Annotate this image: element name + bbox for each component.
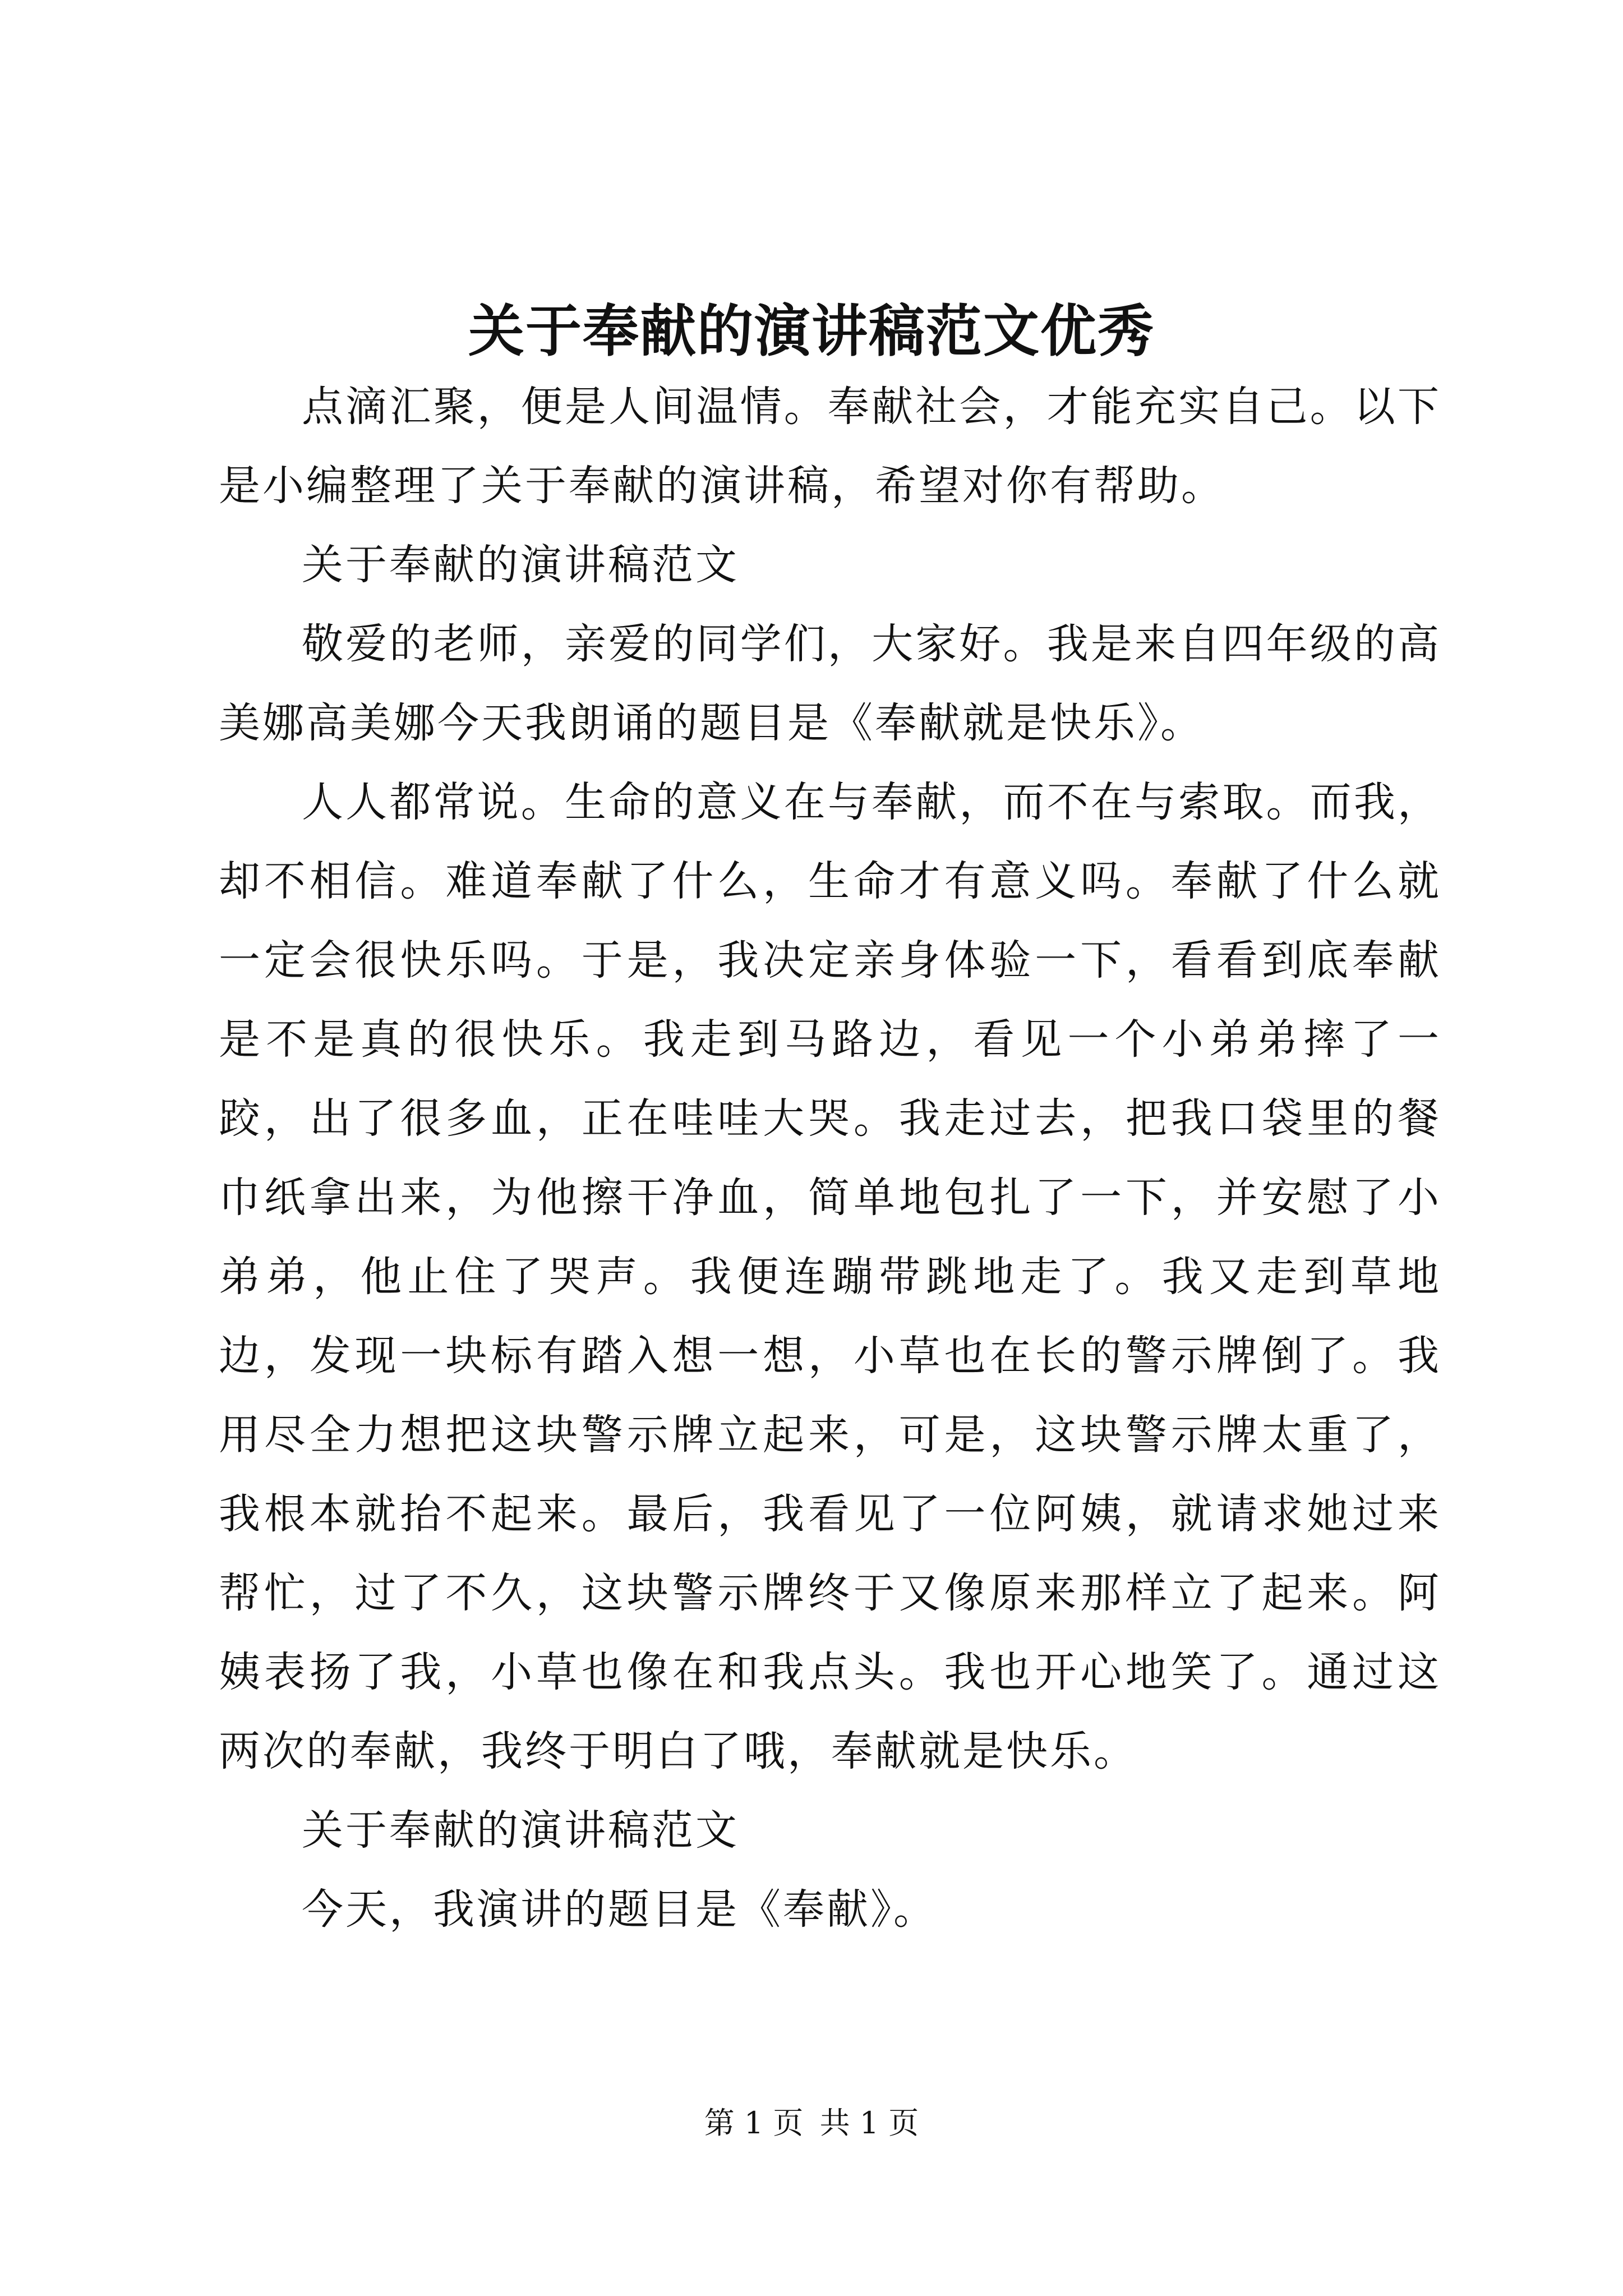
document-body	[219, 367, 1441, 1949]
story-paragraph: 人人都常说。生命的意义在与奉献，而不在与索取。而我，却不相信。难道奉献了什么，生命才有意义吗。奉献了什么就一定会很快乐吗。于是，我决定亲身体验一下，看看到底奉献是不是真的很快乐。我走到马路边，看见一个小弟弟摔了一跤，出了很多血，正在哇哇大哭。我走过去，把我口袋里的餐巾纸拿出来，为他擦干净血，简单地包扎了一下，并安慰了小弟弟，他止住了哭声。我便连蹦带跳地走了。我又走到草地边，发现一块标有踏入想一想，小草也在长的警示牌倒了。我用尽全力想把这块警示牌立起来，可是，这块警示牌太重了，我根本就抬不起来。最后，我看见了一位阿姨，就请求她过来帮忙，过了不久，这块警示牌终于又像原来那样立了起来。阿姨表扬了我，小草也像在和我点头。我也开心地笑了。通过这两次的奉献，我终于明白了哦，奉献就是快乐。	[219, 778, 1441, 1775]
section-heading: 关于奉献的演讲稿范文	[302, 541, 739, 589]
greeting-paragraph: 敬爱的老师，亲爱的同学们，大家好。我是来自四年级的高美娜高美娜今天我朗诵的题目是《奉献就是快乐》。	[219, 620, 1441, 747]
document-title: 关于奉献的演讲稿范文优秀	[468, 298, 1155, 364]
intro-paragraph: 点滴汇聚，便是人间温情。奉献社会，才能充实自己。以下是小编整理了关于奉献的演讲稿，希望对你有帮助。	[219, 383, 1441, 510]
speech-intro-paragraph: 今天，我演讲的题目是《奉献》。	[302, 1885, 937, 1934]
page-total: 共 1 页	[819, 2105, 919, 2141]
page-footer	[0, 2101, 1623, 2146]
page-number: 第 1 页	[704, 2105, 804, 2141]
section-heading: 关于奉献的演讲稿范文	[302, 1806, 739, 1855]
